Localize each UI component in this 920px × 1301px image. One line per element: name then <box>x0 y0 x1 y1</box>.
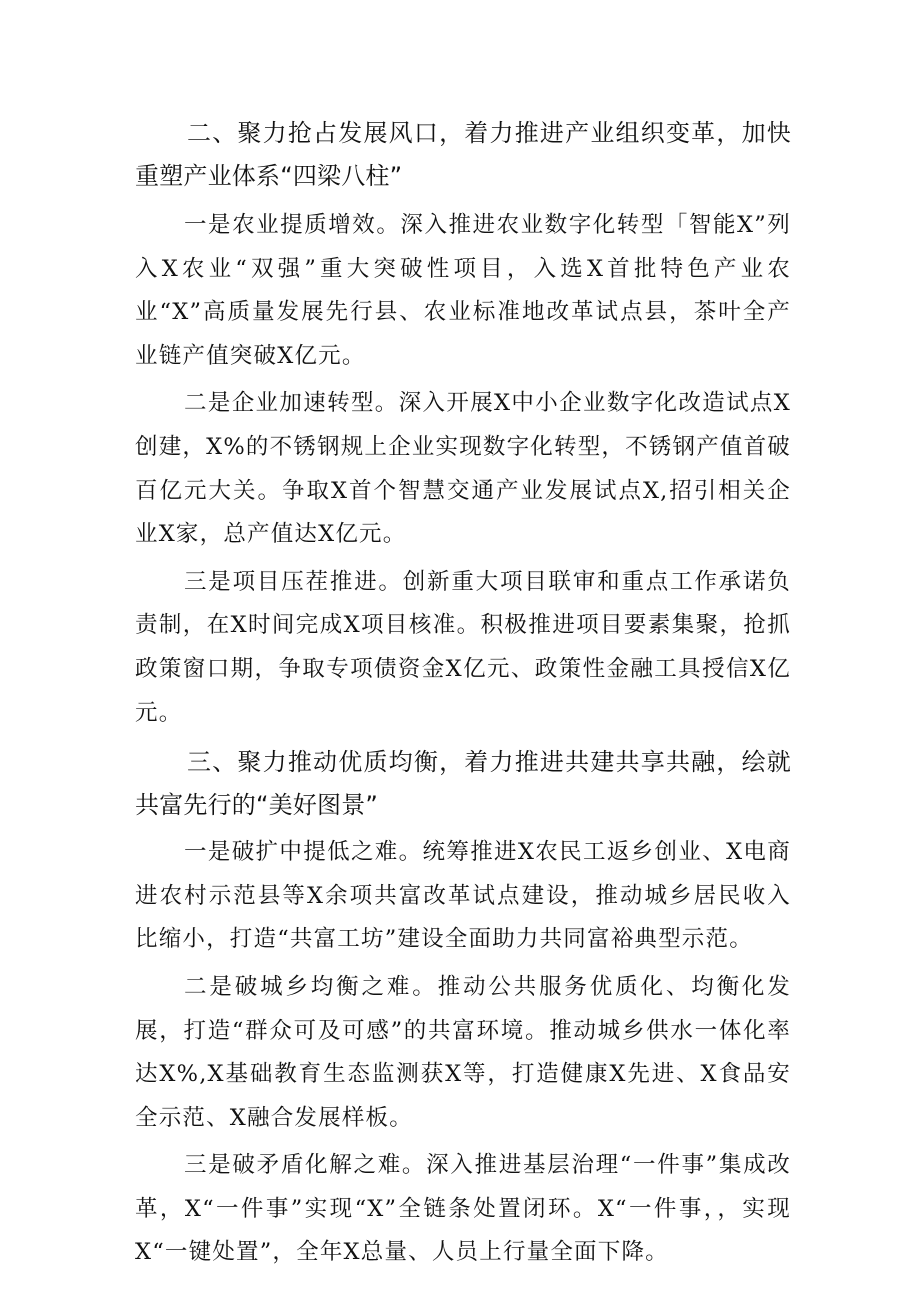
paragraph-income: 一是破扩中提低之难。统筹推进X农民工返乡创业、X电商进农村示范县等X余项共富改革试点建设，推动城乡居民收入比缩小，打造“共富工坊”建设全面助力共同富裕典型示范。 <box>135 839 791 953</box>
paragraph-urban-rural: 二是破城乡均衡之难。推动公共服务优质化、均衡化发展，打造“群众可及可感”的共富环境。推动城乡供水一体化率达X%,X基础教育生态监测获X等，打造健康X先进、X食品安全示范、X融合发展样板。 <box>135 973 791 1131</box>
paragraph-enterprise: 二是企业加速转型。深入开展X中小企业数字化改造试点X创建，X%的不锈钢规上企业实现数字化转型，不锈钢产值首破百亿元大关。争取X首个智慧交通产业发展试点X,招引相关企业X家，总产值达X亿元。 <box>135 390 791 548</box>
document-body <box>135 112 791 1275</box>
paragraph-agriculture: 一是农业提质增效。深入推进农业数字化转型「智能X”列入X农业“双强”重大突破性项目，入选X首批特色产业农业“X”高质量发展先行县、农业标准地改革试点县，茶叶全产业链产值突破X亿元。 <box>135 212 791 369</box>
paragraph-projects: 三是项目压茬推进。创新重大项目联审和重点工作承诺负责制，在X时间完成X项目核准。积极推进项目要素集聚，抢抓政策窗口期，争取专项债资金X亿元、政策性金融工具授信X亿元。 <box>135 568 791 726</box>
section-heading-3: 三、聚力推动优质均衡，着力推进共建共享共融，绘就共富先行的“美好图景” <box>135 748 791 820</box>
section-heading-2: 二、聚力抢占发展风口，着力推进产业组织变革，加快重塑产业体系“四梁八柱” <box>135 119 791 190</box>
paragraph-conflict: 三是破矛盾化解之难。深入推进基层治理“一件事”集成改革，X“一件事”实现“X”全链条处置闭环。X“一件事，，实现X“一键处置”，全年X总量、人员上行量全面下降。 <box>135 1152 791 1266</box>
